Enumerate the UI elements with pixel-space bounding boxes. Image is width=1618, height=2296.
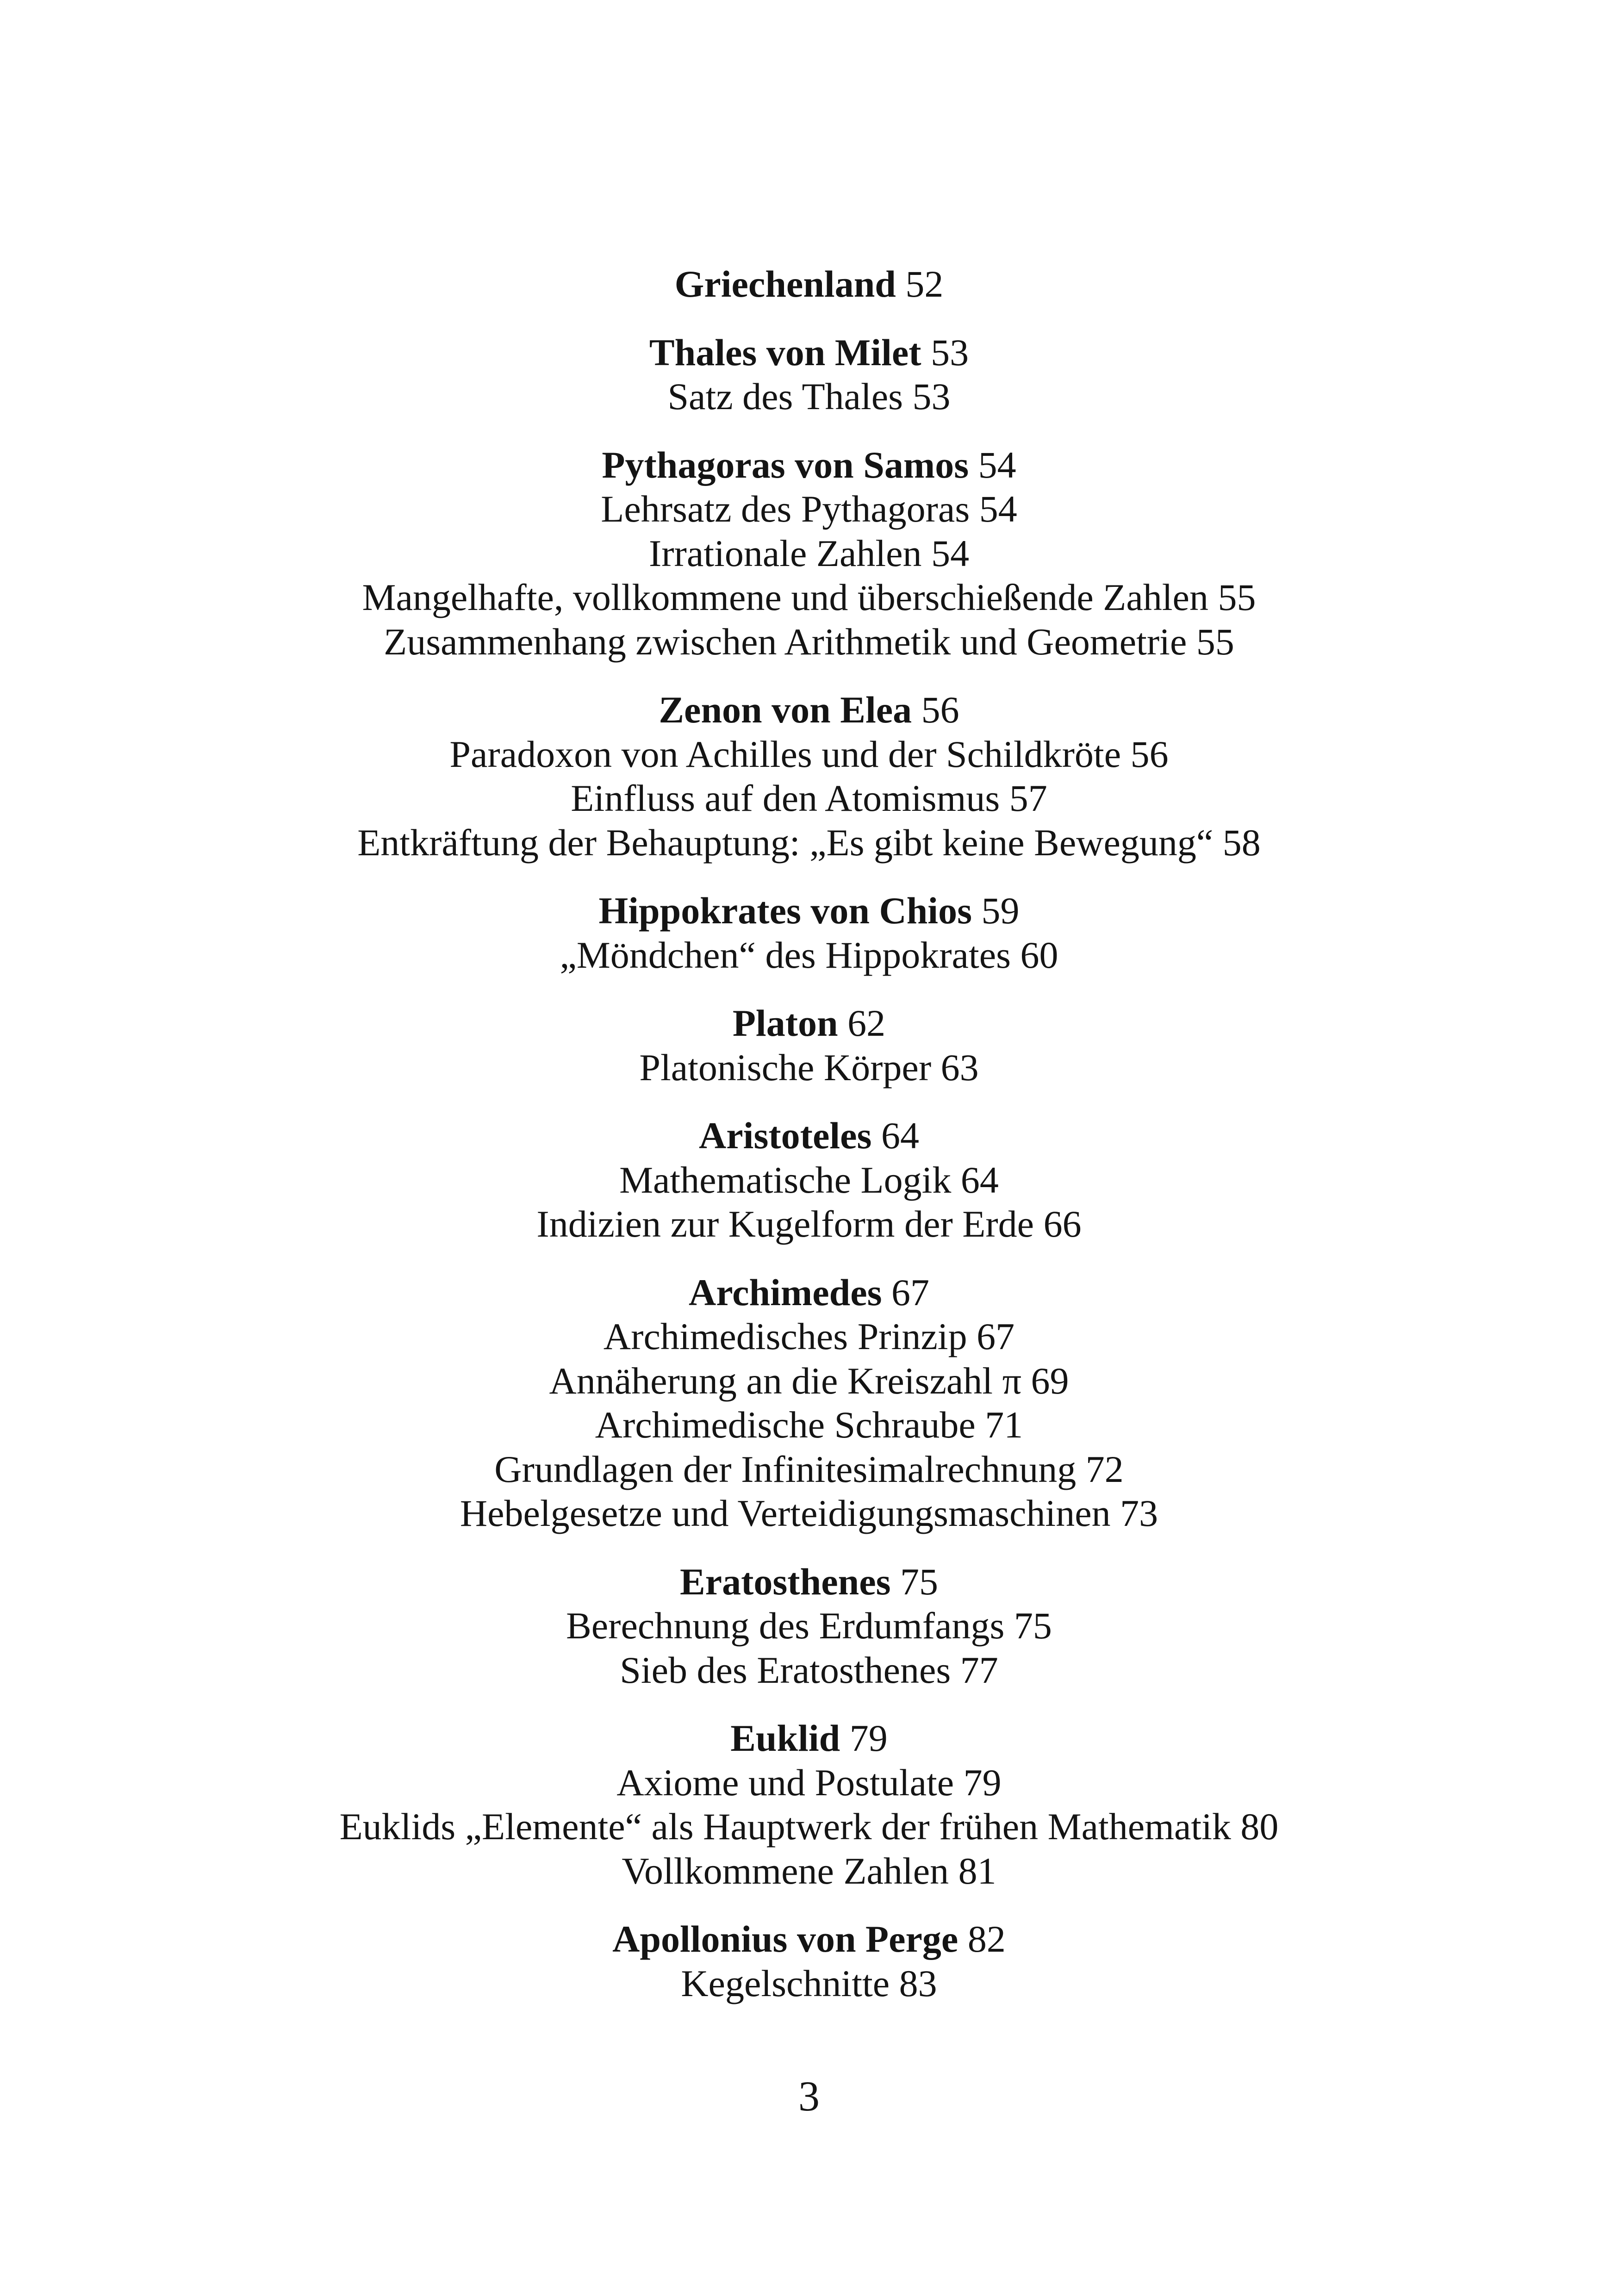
entry-page-number: 56 [1130, 733, 1169, 775]
entry-page-number: 81 [958, 1849, 996, 1892]
entry-page-number: 79 [963, 1761, 1002, 1804]
entry-title: Berechnung des Erdumfangs [566, 1605, 1005, 1647]
toc-entry [0, 732, 1618, 777]
entry-page-number: 67 [977, 1315, 1015, 1357]
toc-section [0, 889, 1618, 977]
toc-section [0, 1270, 1618, 1536]
toc-section-heading [0, 330, 1618, 375]
toc-entry [0, 1491, 1618, 1536]
toc-section-heading [0, 889, 1618, 933]
toc-entry [0, 1648, 1618, 1692]
toc-entry [0, 933, 1618, 977]
toc-section [0, 262, 1618, 306]
toc-section-heading [0, 1716, 1618, 1761]
toc-entry [0, 1804, 1618, 1849]
toc-section-heading [0, 262, 1618, 306]
toc-section-heading [0, 1114, 1618, 1158]
toc-section [0, 1560, 1618, 1692]
entry-title: Hebelgesetze und Verteidigungsmaschinen [460, 1492, 1111, 1534]
entry-title: Zusammenhang zwischen Arithmetik und Geometrie [384, 620, 1187, 663]
toc-section [0, 688, 1618, 865]
entry-title: Grundlagen der Infinitesimalrechnung [494, 1448, 1077, 1490]
toc-section [0, 330, 1618, 419]
entry-page-number: 53 [912, 375, 951, 417]
section-title: Euklid [730, 1717, 840, 1759]
entry-title: Entkräftung der Behauptung: „Es gibt keine Bewegung“ [357, 821, 1214, 864]
section-page-number: 54 [978, 443, 1016, 486]
toc-entry [0, 1403, 1618, 1447]
toc-entry [0, 1761, 1618, 1805]
toc-entry [0, 374, 1618, 419]
toc-entry [0, 575, 1618, 620]
toc-section-heading [0, 443, 1618, 487]
entry-page-number: 63 [940, 1046, 979, 1089]
entry-title: Satz des Thales [667, 375, 903, 417]
section-page-number: 62 [847, 1002, 886, 1044]
toc-entry [0, 1158, 1618, 1202]
toc-entry [0, 1447, 1618, 1492]
entry-title: Archimedisches Prinzip [603, 1315, 967, 1357]
toc-section [0, 1716, 1618, 1893]
toc-entry [0, 1202, 1618, 1246]
entry-page-number: 75 [1014, 1605, 1052, 1647]
section-page-number: 79 [849, 1717, 888, 1759]
section-title: Hippokrates von Chios [598, 890, 972, 932]
entry-title: Vollkommene Zahlen [622, 1849, 949, 1892]
page-number: 3 [798, 2072, 820, 2120]
entry-page-number: 57 [1009, 777, 1047, 819]
toc-section [0, 1917, 1618, 2005]
entry-title: Annäherung an die Kreiszahl π [549, 1359, 1021, 1402]
section-title: Platon [732, 1002, 838, 1044]
section-page-number: 59 [981, 890, 1020, 932]
section-page-number: 75 [900, 1560, 939, 1603]
toc-section-heading [0, 1001, 1618, 1045]
toc-section [0, 1114, 1618, 1246]
section-page-number: 56 [921, 689, 959, 731]
toc-entry [0, 531, 1618, 576]
entry-page-number: 71 [985, 1404, 1023, 1446]
section-title: Eratosthenes [679, 1560, 891, 1603]
entry-title: Mathematische Logik [619, 1158, 952, 1201]
toc-entry [0, 1604, 1618, 1648]
section-title: Pythagoras von Samos [602, 443, 969, 486]
entry-page-number: 55 [1196, 620, 1234, 663]
entry-page-number: 69 [1031, 1359, 1069, 1402]
toc-entry [0, 1849, 1618, 1893]
toc-entry [0, 1314, 1618, 1359]
toc-section [0, 443, 1618, 664]
entry-title: Irrationale Zahlen [648, 532, 922, 574]
section-title: Apollonius von Perge [612, 1918, 958, 1960]
toc-section-heading [0, 1560, 1618, 1604]
entry-title: Lehrsatz des Pythagoras [601, 488, 970, 530]
toc-entry [0, 487, 1618, 531]
entry-page-number: 80 [1240, 1805, 1279, 1848]
entry-title: Kegelschnitte [681, 1962, 890, 2004]
entry-page-number: 55 [1218, 576, 1256, 618]
entry-title: „Möndchen“ des Hippokrates [560, 933, 1011, 976]
toc-section-heading [0, 688, 1618, 732]
section-page-number: 82 [967, 1918, 1006, 1960]
entry-title: Sieb des Eratosthenes [620, 1649, 951, 1691]
toc-section-heading [0, 1917, 1618, 1961]
entry-title: Platonische Körper [639, 1046, 932, 1089]
section-page-number: 64 [881, 1114, 919, 1157]
toc-entry [0, 1359, 1618, 1403]
toc-section-heading [0, 1270, 1618, 1315]
section-title: Archimedes [688, 1271, 882, 1313]
entry-page-number: 73 [1120, 1492, 1158, 1534]
section-title: Thales von Milet [649, 331, 921, 373]
toc-entry [0, 620, 1618, 664]
entry-title: Euklids „Elemente“ als Hauptwerk der frühen Mathematik [339, 1805, 1231, 1848]
toc-entry [0, 776, 1618, 821]
toc-entry [0, 821, 1618, 865]
section-title: Griechenland [674, 263, 896, 305]
entry-page-number: 54 [979, 488, 1017, 530]
entry-page-number: 58 [1222, 821, 1261, 864]
section-title: Aristoteles [699, 1114, 872, 1157]
entry-title: Indizien zur Kugelform der Erde [536, 1203, 1034, 1245]
entry-page-number: 66 [1043, 1203, 1082, 1245]
entry-title: Axiome und Postulate [616, 1761, 954, 1804]
entry-page-number: 83 [899, 1962, 937, 2004]
entry-title: Archimedische Schraube [595, 1404, 976, 1446]
section-page-number: 67 [891, 1271, 930, 1313]
toc-entry [0, 1045, 1618, 1090]
toc-entry [0, 1961, 1618, 2006]
entry-page-number: 64 [960, 1158, 999, 1201]
entry-page-number: 77 [960, 1649, 998, 1691]
section-page-number: 53 [931, 331, 969, 373]
toc-section [0, 1001, 1618, 1089]
entry-title: Paradoxon von Achilles und der Schildkröte [449, 733, 1121, 775]
entry-page-number: 72 [1085, 1448, 1124, 1490]
entry-page-number: 54 [931, 532, 970, 574]
table-of-contents [0, 262, 1618, 2029]
entry-title: Einfluss auf den Atomismus [571, 777, 1000, 819]
entry-title: Mangelhafte, vollkommene und überschießende Zahlen [362, 576, 1208, 618]
entry-page-number: 60 [1020, 933, 1058, 976]
section-title: Zenon von Elea [659, 689, 912, 731]
section-page-number: 52 [905, 263, 944, 305]
